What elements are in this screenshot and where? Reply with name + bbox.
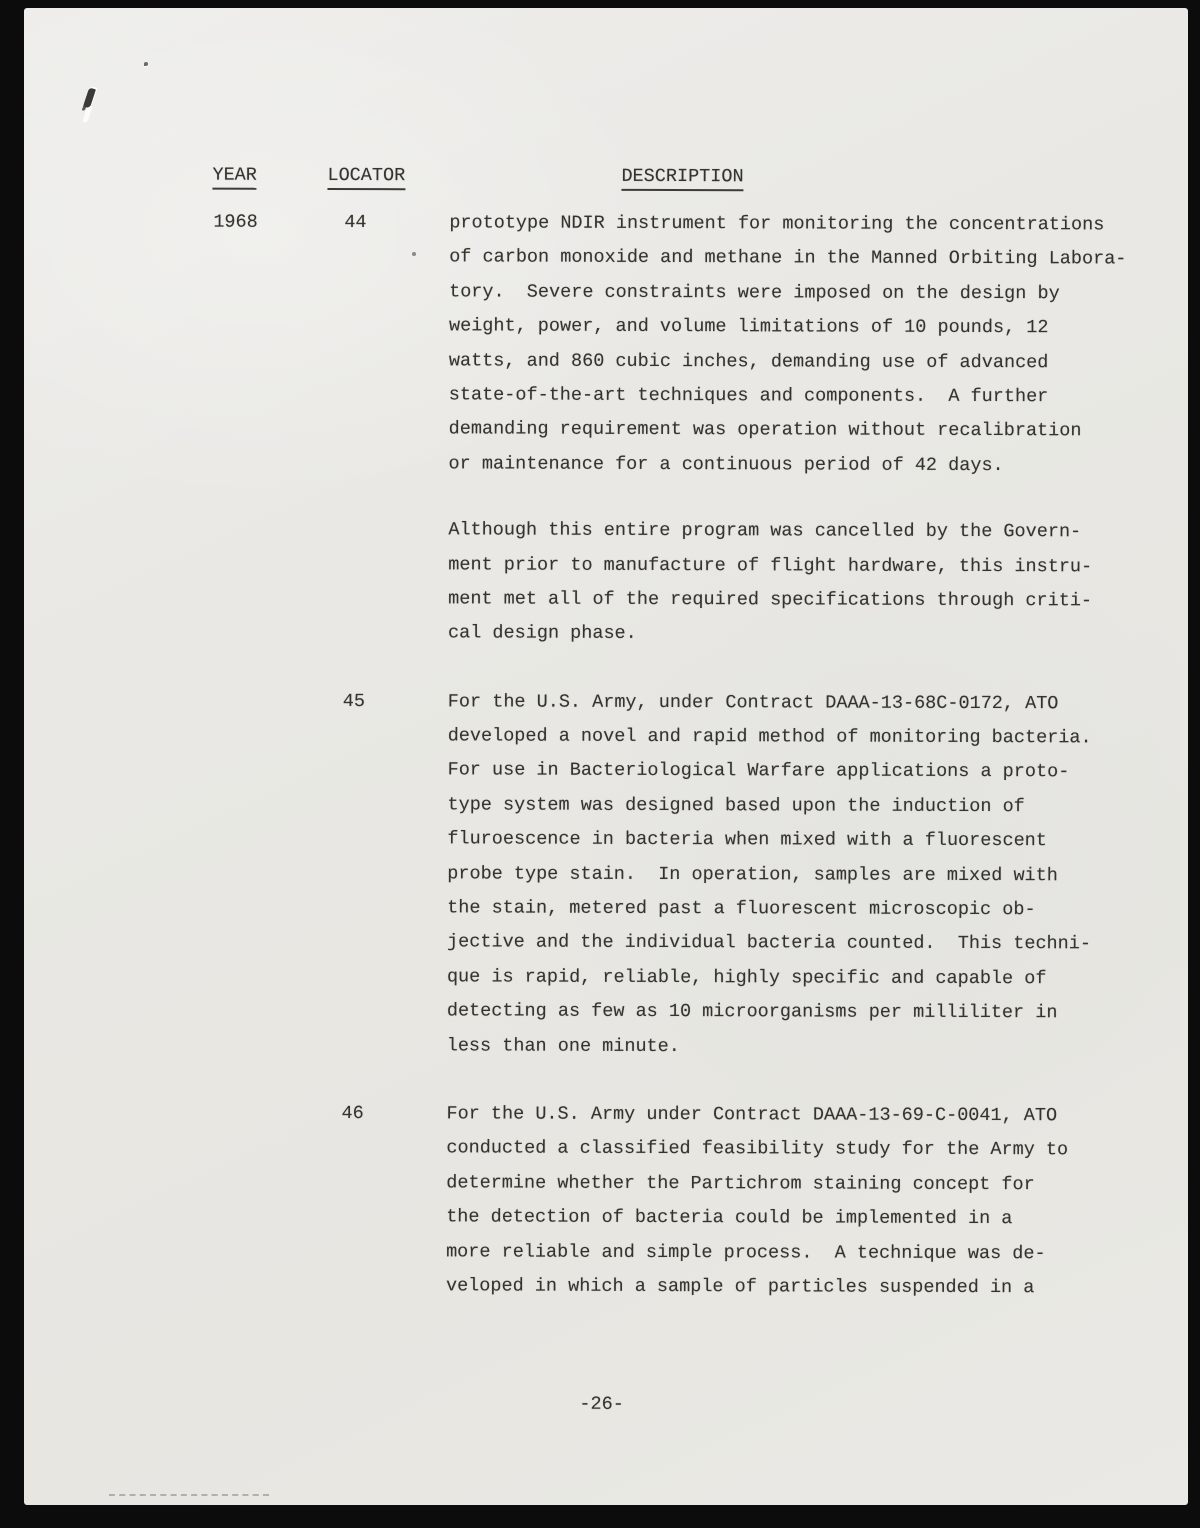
entry-locator: 45 [342,690,366,712]
text-line: ment met all of the required specifications through criti- [448,588,1093,612]
text-line: or maintenance for a continuous period of 42 days. [448,453,1004,476]
text-line: developed a novel and rapid method of monitoring bacteria. [447,725,1092,749]
description-column-header: DESCRIPTION [621,166,743,191]
text-line: state-of-the-art techniques and components. A further [448,384,1049,408]
table-header [23,164,1187,202]
page-number: -26- [579,1393,624,1415]
text-line: of carbon monoxide and methane in the Manned Orbiting Labora- [449,246,1127,270]
text-line: determine whether the Partichrom staining concept for [446,1172,1035,1195]
entry-45 [21,684,1186,1066]
entry-year: 1968 [213,211,258,233]
text-line: cal design phase. [448,622,637,645]
text-line: weight, power, and volume limitations of 10 pounds, 12 [448,315,1049,339]
text-line: probe type stain. In operation, samples are mixed with [447,862,1058,886]
document-page [24,8,1188,1505]
paragraph [449,206,1148,483]
page-content [19,8,1188,1509]
text-line: For the U.S. Army under Contract DAAA-13-69-C-0041, ATO [446,1103,1058,1127]
year-column-header: YEAR [212,165,257,190]
text-line: For the U.S. Army, under Contract DAAA-13-68C-0172, ATO [447,691,1059,714]
text-line: ment prior to manufacture of flight hardware, this instru- [448,553,1093,577]
text-line: veloped in which a sample of particles suspended in a [445,1275,1035,1299]
text-line: the stain, metered past a fluorescent microscopic ob- [447,897,1036,921]
text-line: prototype NDIR instrument for monitoring the concentrations [449,212,1105,236]
locator-column-header: LOCATOR [327,165,405,190]
text-line: conducted a classified feasibility study for the Army to [446,1137,1069,1161]
text-line: detecting as few as 10 microorganisms per milliliter in [446,1000,1058,1024]
text-line: type system was designed based upon the induction of [447,794,1025,818]
text-line: more reliable and simple process. A technique was de- [446,1240,1046,1264]
paragraph [448,513,1146,653]
text-line: que is rapid, reliable, highly specific and capable of [446,966,1047,990]
paragraph [446,1097,1145,1306]
text-line: watts, and 860 cubic inches, demanding use of advanced [448,349,1049,373]
text-line: the detection of bacteria could be implemented in a [446,1206,1013,1230]
entry-44 [22,205,1187,653]
text-line: less than one minute. [446,1034,680,1057]
entries-list [20,205,1187,1306]
text-line: tory. Severe constraints were imposed on the design by [449,281,1060,305]
paragraph [447,685,1146,1065]
text-line: fluroescence in bacteria when mixed with a fluorescent [447,828,1047,852]
text-line: Although this entire program was cancelled by the Govern- [448,519,1082,543]
entry-46 [20,1096,1185,1306]
entry-locator: 46 [341,1102,364,1125]
text-line: jective and the individual bacteria counted. This techni- [447,931,1092,955]
text-line: demanding requirement was operation without recalibration [448,418,1082,442]
entry-locator: 44 [344,212,367,234]
text-line: For use in Bacteriological Warfare applications a proto- [447,759,1070,783]
